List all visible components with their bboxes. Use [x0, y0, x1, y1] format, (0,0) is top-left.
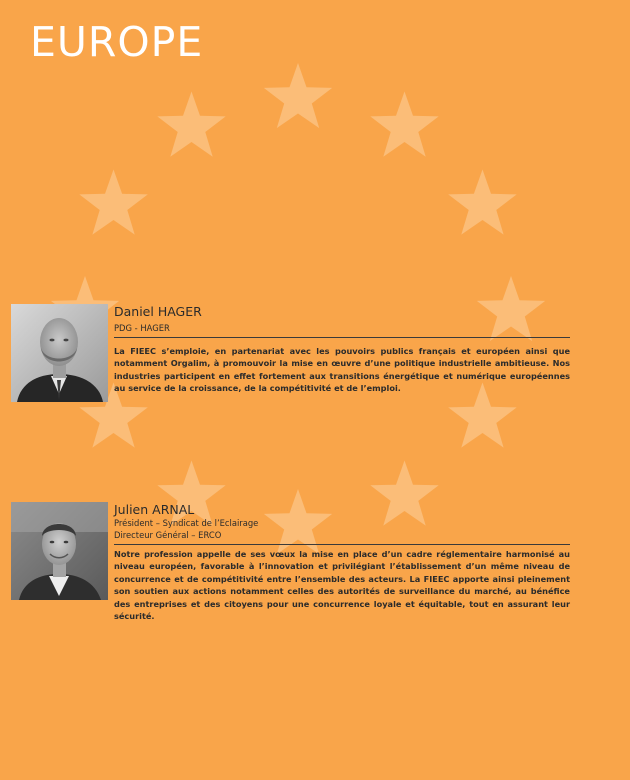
person-info [114, 502, 570, 622]
person-role: Président – Syndicat de l’Eclairage [114, 518, 259, 528]
star-icon [370, 92, 438, 157]
star-icon [157, 92, 225, 157]
portrait-photo [11, 502, 108, 600]
portrait-hager-image [11, 304, 108, 402]
star-icon [264, 63, 332, 128]
person-quote: La FIEEC s’emploie, en partenariat avec les pouvoirs publics français et européen ainsi que notamment Orgalim, à promouvoir la mise en œuvre d’une politique industrielle ambitieuse. Nos industries participent en effet fortement aux transitions énergétique et numérique européennes au service de la croissance, de la compétitivité et de l’emploi. [114, 346, 570, 394]
person-name: Daniel HAGER [114, 304, 202, 319]
divider-line [114, 544, 570, 545]
star-icon [79, 170, 148, 235]
person-info [114, 304, 570, 395]
star-icon [448, 170, 517, 235]
portrait-photo [11, 304, 108, 402]
person-quote: Notre profession appelle de ses vœux la mise en place d’un cadre réglementaire harmonisé au niveau européen, favorable à l’innovation et privilégiant l’établissement d’un même niveau de concurrence et de compétitivité entre l’ensemble des acteurs. La FIEEC apporte ainsi pleinement son soutien aux actions notamment celles des autorités de surveillance du marché, au bénéfice des entreprises et des citoyens pour une concurrence loyale et équitable, tout en assurant leur sécurité. [114, 549, 570, 622]
person-name: Julien ARNAL [114, 502, 195, 517]
page-title: EUROPE [30, 18, 204, 66]
person-role: PDG - HAGER [114, 323, 170, 333]
divider-line [114, 337, 570, 338]
portrait-arnal-image [11, 502, 108, 600]
person-role: Directeur Général – ERCO [114, 530, 222, 540]
